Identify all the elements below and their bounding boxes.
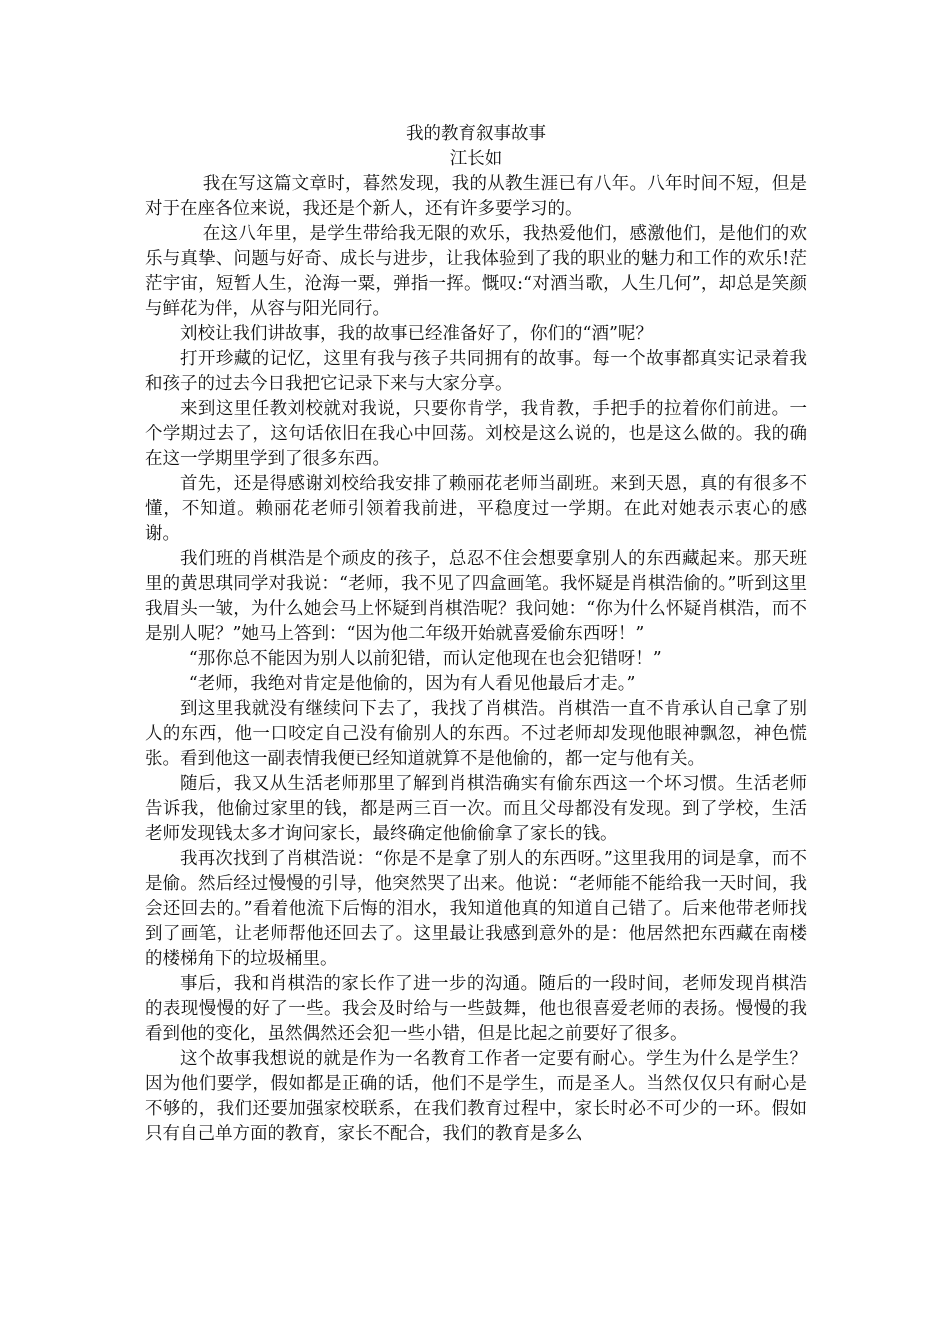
paragraph: “那你总不能因为别人以前犯错，而认定他现在也会犯错呀！” <box>188 649 662 669</box>
paragraph: “老师，我绝对肯定是他偷的，因为有人看见他最后才走。” <box>188 674 636 694</box>
paragraph: 我们班的肖棋浩是个顽皮的孩子，总忍不住会想要拿别人的东西藏起来。那天班里的黄思琪同学对我说：“老师，我不见了四盒画笔。我怀疑是肖棋浩偷的。”听到这里我眉头一皱，为什么她会马上怀疑到肖棋浩呢？我问她：“你为什么怀疑肖棋浩，而不是别人呢？”她马上答到：“因为他二年级开始就喜爱偷东西呀！” <box>145 549 807 644</box>
paragraph: 到这里我就没有继续问下去了，我找了肖棋浩。肖棋浩一直不肯承认自己拿了别人的东西，他一口咬定自己没有偷别人的东西。不过老师却发现他眼神飘忽，神色慌张。看到他这一副表情我便已经知道就算不是他偷的，都一定与他有关。 <box>145 699 807 769</box>
paragraph: 我在写这篇文章时，暮然发现，我的从教生涯已有八年。八年时间不短，但是对于在座各位来说，我还是个新人，还有许多要学习的。 <box>145 174 807 219</box>
paragraph: 打开珍藏的记忆，这里有我与孩子共同拥有的故事。每一个故事都真实记录着我和孩子的过去今日我把它记录下来与大家分享。 <box>145 349 807 394</box>
paragraph: 首先，还是得感谢刘校给我安排了赖丽花老师当副班。来到天恩，真的有很多不懂，不知道。赖丽花老师引领着我前进，平稳度过一学期。在此对她表示衷心的感谢。 <box>145 474 807 544</box>
document-body <box>145 122 807 1147</box>
paragraph: 刘校让我们讲故事，我的故事已经准备好了，你们的“酒”呢？ <box>180 324 653 344</box>
paragraph: 我再次找到了肖棋浩说：“你是不是拿了别人的东西呀。”这里我用的词是拿，而不是偷。然后经过慢慢的引导，他突然哭了出来。他说：“老师能不能给我一天时间，我会还回去的。”看着他流下后悔的泪水，我知道他真的知道自己错了。后来他带老师找到了画笔，让老师帮他还回去了。这里最让我感到意外的是：他居然把东西藏在南楼的楼梯角下的垃圾桶里。 <box>145 849 807 969</box>
paragraph: 事后，我和肖棋浩的家长作了进一步的沟通。随后的一段时间，老师发现肖棋浩的表现慢慢的好了一些。我会及时给与一些鼓舞，他也很喜爱老师的表扬。慢慢的我看到他的变化，虽然偶然还会犯一些小错，但是比起之前要好了很多。 <box>145 974 807 1044</box>
document-author: 江长如 <box>449 149 503 169</box>
paragraph: 随后，我又从生活老师那里了解到肖棋浩确实有偷东西这一个坏习惯。生活老师告诉我，他偷过家里的钱，都是两三百一次。而且父母都没有发现。到了学校，生活老师发现钱太多才询问家长，最终确定他偷偷拿了家长的钱。 <box>145 774 807 844</box>
document-title: 我的教育叙事故事 <box>406 124 546 144</box>
paragraph: 这个故事我想说的就是作为一名教育工作者一定要有耐心。学生为什么是学生？因为他们要学，假如都是正确的话，他们不是学生，而是圣人。当然仅仅只有耐心是不够的，我们还要加强家校联系，在我们教育过程中，家长时必不可少的一环。假如只有自己单方面的教育，家长不配合，我们的教育是多么 <box>145 1049 807 1144</box>
paragraph: 来到这里任教刘校就对我说，只要你肯学，我肯教，手把手的拉着你们前进。一个学期过去了，这句话依旧在我心中回荡。刘校是这么说的，也是这么做的。我的确在这一学期里学到了很多东西。 <box>145 399 807 469</box>
paragraph: 在这八年里，是学生带给我无限的欢乐，我热爱他们，感激他们，是他们的欢乐与真挚、问题与好奇、成长与进步，让我体验到了我的职业的魅力和工作的欢乐!茫茫宇宙，短暂人生，沧海一粟，弹指一挥。慨叹:“对酒当歌，人生几何”，却总是笑颜与鲜花为伴，从容与阳光同行。 <box>145 224 807 319</box>
